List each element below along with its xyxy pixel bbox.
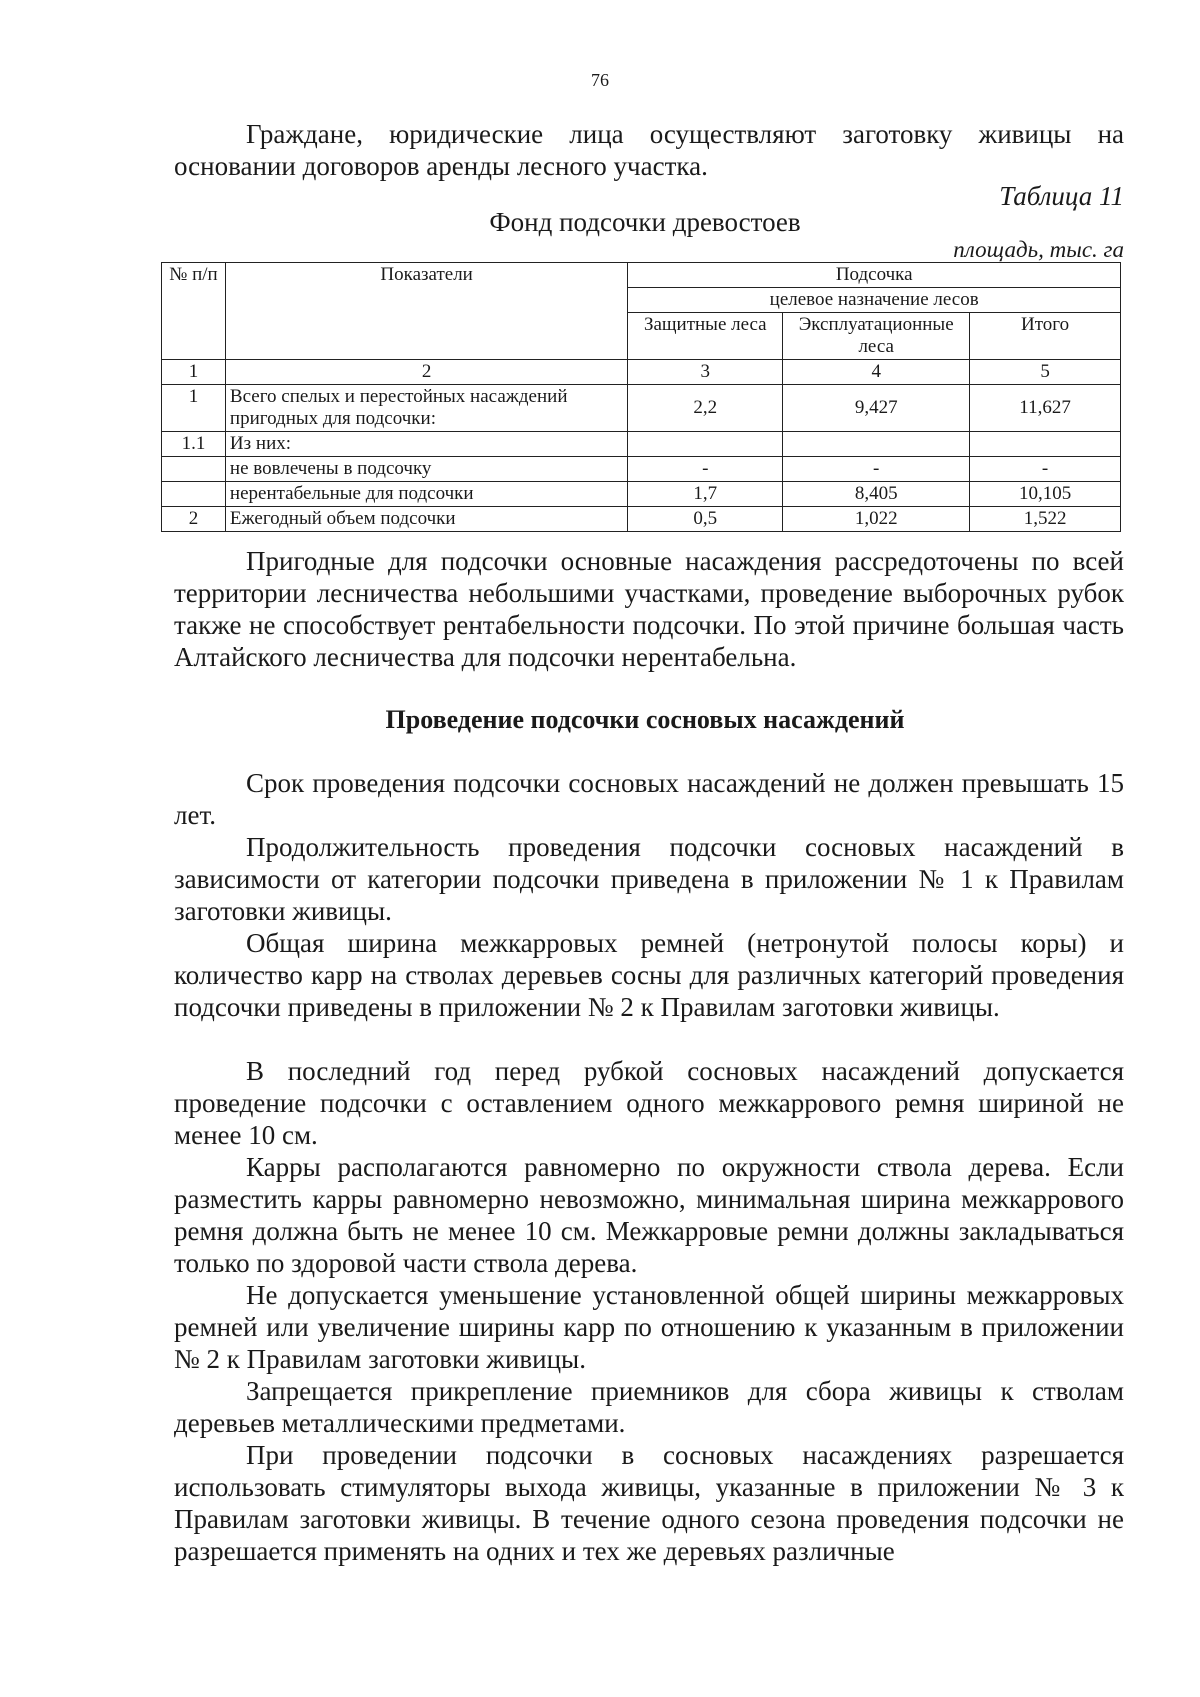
row-exploitation: 9,427 (783, 385, 970, 432)
header-group: Подсочка (628, 263, 1121, 288)
body-paragraph: Карры располагаются равномерно по окружности ствола дерева. Если разместить карры равномерно невозможно, минимальная ширина межкаррового ремня должна быть не менее 10 см. Межкарровые ремни должны закладываться только по здоровой части ствола дерева. (174, 1152, 1124, 1278)
row-protective: 2,2 (628, 385, 783, 432)
row-total: 11,627 (970, 385, 1121, 432)
header-subgroup: целевое назначение лесов (628, 288, 1121, 313)
section-heading: Проведение подсочки сосновых насаждений (385, 705, 905, 734)
table-row (162, 432, 1121, 457)
table-title: Фонд подсочки древостоев (489, 207, 801, 237)
row-num (162, 482, 226, 507)
row-name: Из них: (225, 432, 627, 457)
column-number: 3 (628, 360, 783, 385)
page-number: 76 (591, 70, 609, 90)
fund-table (161, 262, 1121, 532)
row-total: 10,105 (970, 482, 1121, 507)
body-paragraph: В последний год перед рубкой сосновых насаждений допускается проведение подсочки с оставлением одного межкаррового ремня шириной не менее 10 см. (174, 1056, 1124, 1150)
body-paragraph: Общая ширина межкарровых ремней (нетронутой полосы коры) и количество карр на стволах деревьев сосны для различных категорий проведения подсочки приведены в приложении № 2 к Правилам заготовки живицы. (174, 928, 1124, 1022)
row-total: 1,522 (970, 507, 1121, 532)
row-num: 2 (162, 507, 226, 532)
row-num: 1 (162, 385, 226, 432)
body-paragraph: Срок проведения подсочки сосновых насаждений не должен превышать 15 лет. (174, 768, 1124, 830)
column-number: 5 (970, 360, 1121, 385)
row-exploitation: - (783, 457, 970, 482)
paragraph-after-table: Пригодные для подсочки основные насаждения рассредоточены по всей территории лесничества небольшими участками, проведение выборочных рубок также не способствует рентабельности подсочки. По этой причине большая часть Алтайского лесничества для подсочки нерентабельна. (174, 546, 1124, 672)
body-paragraph: Не допускается уменьшение установленной общей ширины межкарровых ремней или увеличение ширины карр по отношению к указанным в приложении № 2 к Правилам заготовки живицы. (174, 1280, 1124, 1374)
table-header-row (162, 263, 1121, 288)
row-protective (628, 432, 783, 457)
body-paragraph: Продолжительность проведения подсочки сосновых насаждений в зависимости от категории подсочки приведена в приложении № 1 к Правилам заготовки живицы. (174, 832, 1124, 926)
header-total: Итого (970, 313, 1121, 360)
header-num: № п/п (162, 263, 226, 360)
column-number: 4 (783, 360, 970, 385)
header-protective: Защитные леса (628, 313, 783, 360)
row-num: 1.1 (162, 432, 226, 457)
row-exploitation: 1,022 (783, 507, 970, 532)
header-indicators: Показатели (225, 263, 627, 360)
row-protective: 1,7 (628, 482, 783, 507)
table-row (162, 385, 1121, 432)
row-protective: 0,5 (628, 507, 783, 532)
row-name: Ежегодный объем подсочки (225, 507, 627, 532)
table-row (162, 482, 1121, 507)
row-name: Всего спелых и перестойных насаждений пригодных для подсочки: (225, 385, 627, 432)
row-total (970, 432, 1121, 457)
table-units: площадь, тыс. га (953, 237, 1124, 262)
intro-paragraph: Граждане, юридические лица осуществляют заготовку живицы на основании договоров аренды лесного участка. (174, 119, 1124, 181)
row-name: не вовлечены в подсочку (225, 457, 627, 482)
table-label: Таблица 11 (999, 181, 1124, 211)
column-number: 2 (225, 360, 627, 385)
header-exploitation: Эксплуатационные леса (783, 313, 970, 360)
row-num (162, 457, 226, 482)
row-protective: - (628, 457, 783, 482)
table-row (162, 457, 1121, 482)
column-number-row (162, 360, 1121, 385)
row-total: - (970, 457, 1121, 482)
row-exploitation: 8,405 (783, 482, 970, 507)
row-exploitation (783, 432, 970, 457)
row-name: нерентабельные для подсочки (225, 482, 627, 507)
body-paragraph: При проведении подсочки в сосновых насаждениях разрешается использовать стимуляторы выхода живицы, указанные в приложении № 3 к Правилам заготовки живицы. В течение одного сезона проведения подсочки не разрешается применять на одних и тех же деревьях различные (174, 1440, 1124, 1566)
body-paragraph: Запрещается прикрепление приемников для сбора живицы к стволам деревьев металлическими предметами. (174, 1376, 1124, 1438)
column-number: 1 (162, 360, 226, 385)
table-row (162, 507, 1121, 532)
